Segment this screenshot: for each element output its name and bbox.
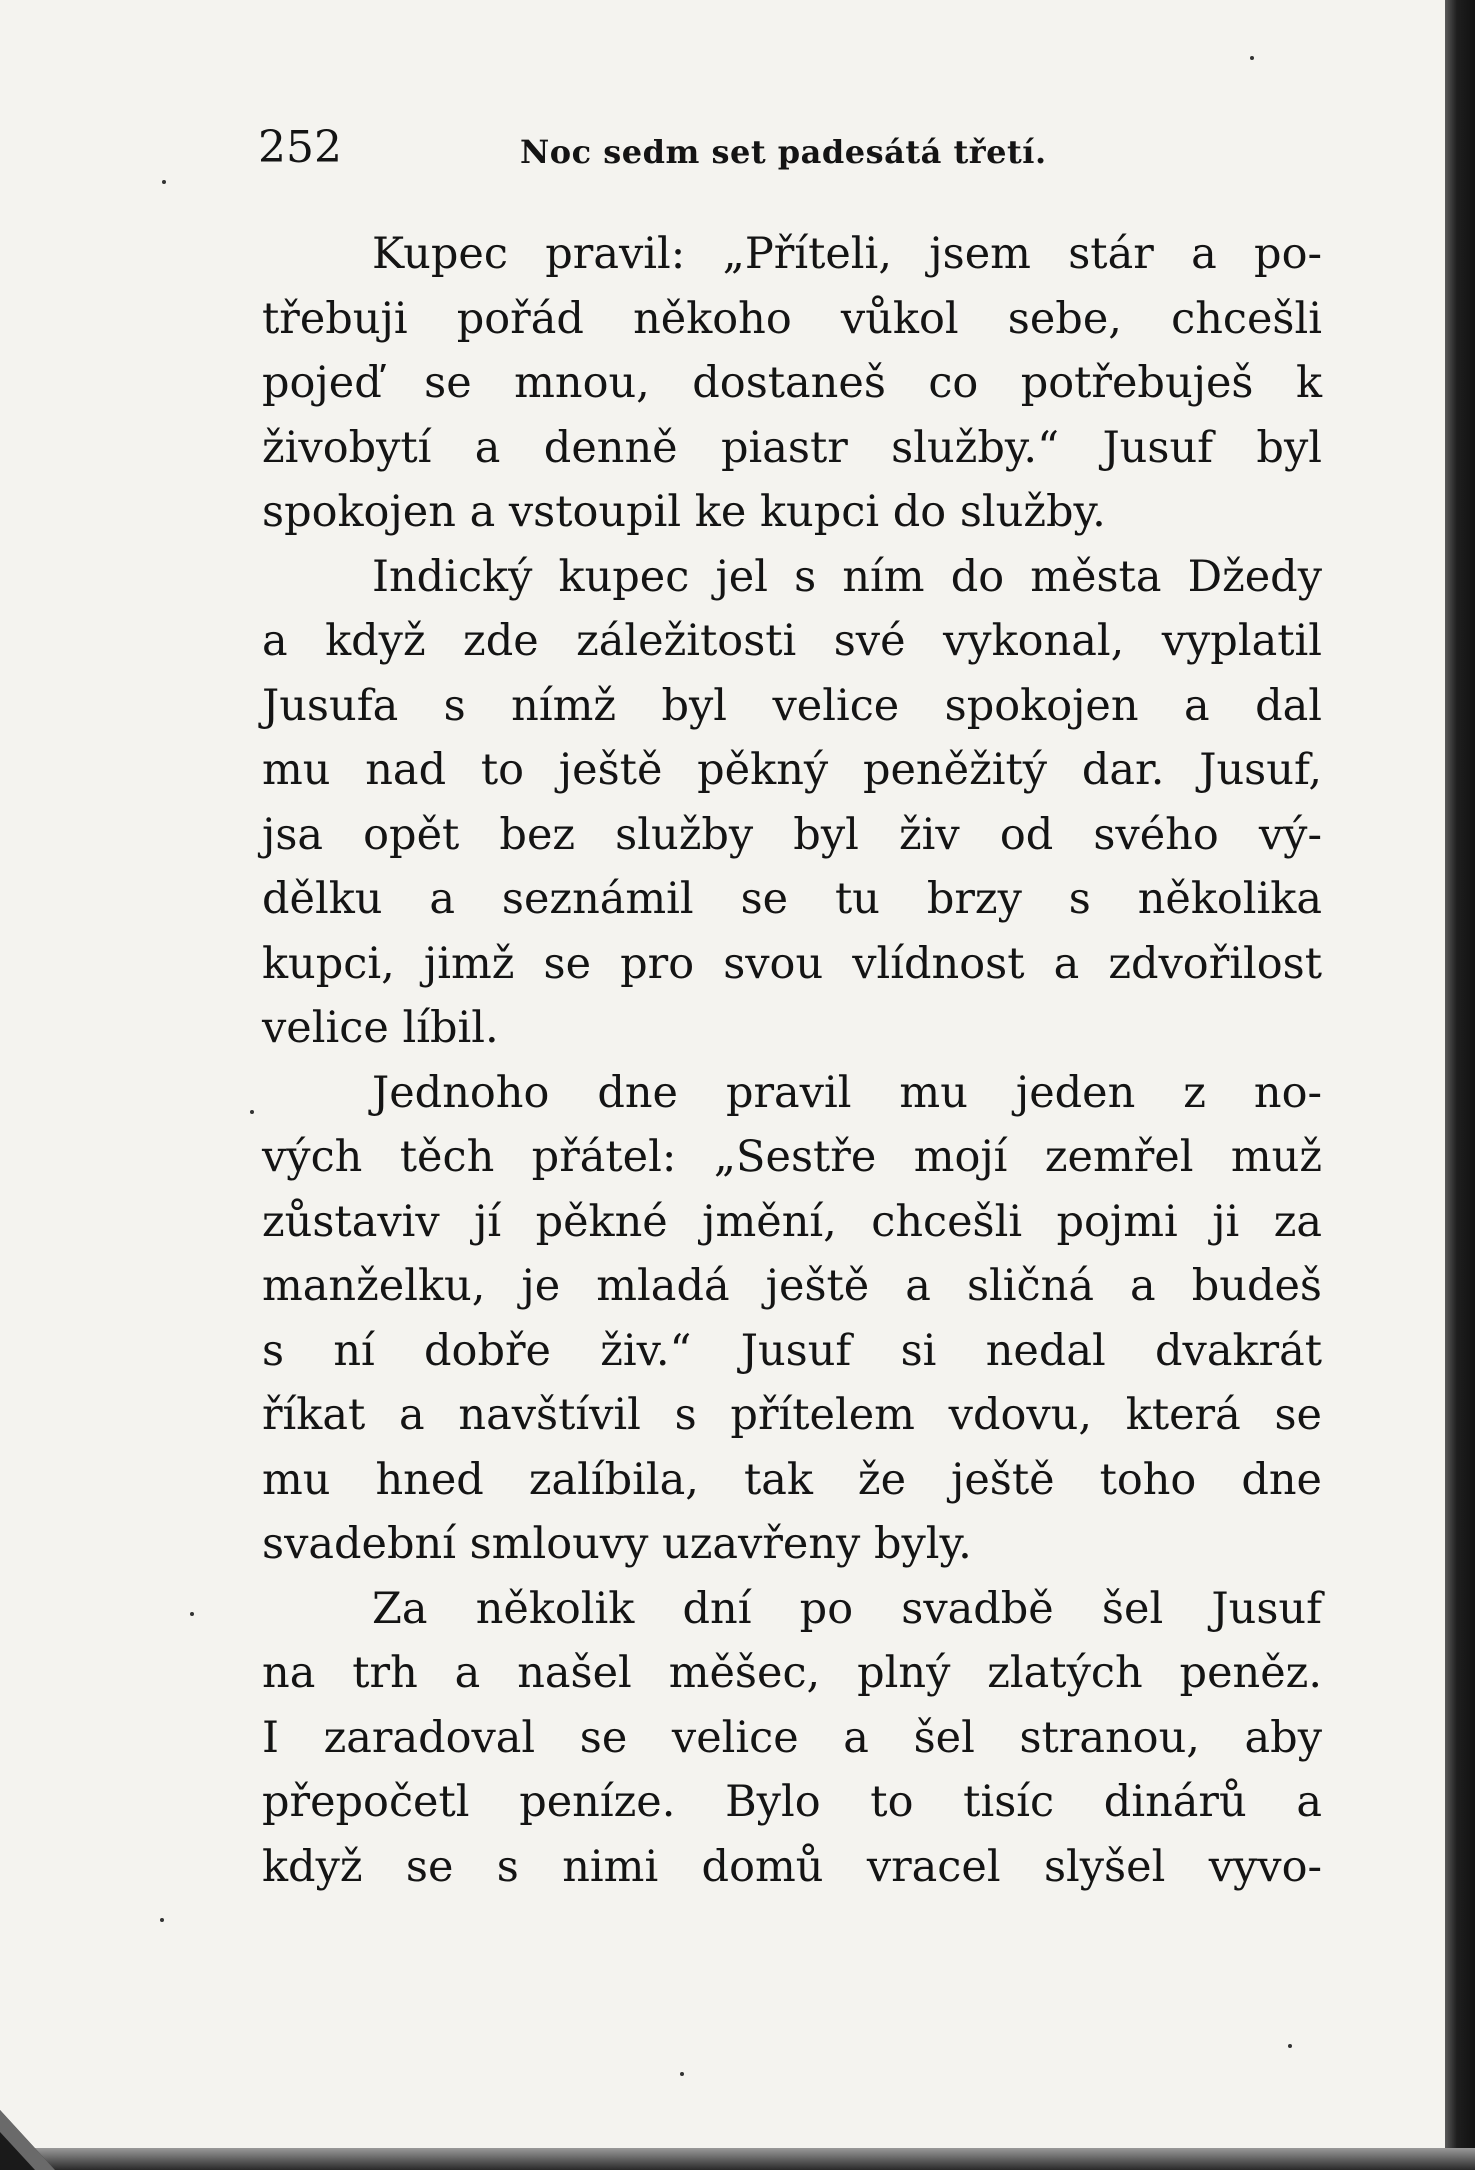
text-line: Kupec pravil: „Příteli, jsem stár a po-	[372, 229, 1322, 279]
dust-speck	[190, 1612, 194, 1616]
paragraph	[262, 1061, 1322, 1577]
scan-edge-right	[1445, 0, 1475, 2170]
text-line: zůstaviv jí pěkné jmění, chcešli pojmi ji za	[262, 1196, 1322, 1247]
text-line: manželku, je mladá ještě a sličná a budeš	[262, 1261, 1322, 1311]
text-line: dělku a seznámil se tu brzy s několika	[262, 874, 1322, 924]
text-line: spokojen a vstoupil ke kupci do služby.	[262, 487, 1106, 537]
text-line: velice líbil.	[262, 1003, 499, 1053]
running-title: Noc sedm set padesátá třetí.	[520, 133, 1047, 171]
text-line: pojeď se mnou, dostaneš co potřebuješ k	[262, 358, 1322, 408]
text-line: mu nad to ještě pěkný peněžitý dar. Jusuf,	[262, 745, 1322, 795]
text-line: Za několik dní po svadbě šel Jusuf	[372, 1583, 1322, 1634]
paragraph	[262, 1577, 1322, 1900]
text-line: Indický kupec jel s ním do města Džedy	[372, 551, 1322, 602]
page-header	[258, 118, 1318, 178]
text-line: s ní dobře živ.“ Jusuf si nedal dvakrát	[262, 1325, 1322, 1376]
dust-speck	[1250, 56, 1254, 60]
scan-edge-bottom	[0, 2148, 1475, 2170]
text-line: svadební smlouvy uzavřeny byly.	[262, 1519, 972, 1569]
text-line: I zaradoval se velice a šel stranou, aby	[262, 1712, 1322, 1763]
paragraph	[262, 222, 1322, 545]
page-number: 252	[258, 122, 342, 173]
dust-speck	[680, 2072, 684, 2076]
dust-speck	[160, 1918, 164, 1922]
text-line: kupci, jimž se pro svou vlídnost a zdvořilost	[262, 938, 1322, 989]
text-line: přepočetl peníze. Bylo to tisíc dinárů a	[262, 1777, 1322, 1827]
text-line: Jusufa s nímž byl velice spokojen a dal	[262, 680, 1322, 731]
text-line: vých těch přátel: „Sestře mojí zemřel muž	[262, 1132, 1322, 1182]
paragraph	[262, 545, 1322, 1061]
body-text	[262, 222, 1322, 1899]
dust-speck	[1288, 2044, 1292, 2048]
text-line: když se s nimi domů vracel slyšel vyvo-	[262, 1841, 1322, 1892]
text-line: na trh a našel měšec, plný zlatých peněz.	[262, 1648, 1322, 1698]
dust-speck	[250, 1110, 254, 1114]
text-line: živobytí a denně piastr služby.“ Jusuf byl	[262, 422, 1322, 473]
text-line: Jednoho dne pravil mu jeden z no-	[372, 1067, 1322, 1118]
text-line: jsa opět bez služby byl živ od svého vý-	[262, 809, 1322, 860]
page-corner-fold	[0, 2100, 70, 2170]
text-line: mu hned zalíbila, tak že ještě toho dne	[262, 1454, 1322, 1505]
dust-speck	[162, 180, 166, 184]
text-line: a když zde záležitosti své vykonal, vyplatil	[262, 616, 1322, 666]
text-line: říkat a navštívil s přítelem vdovu, která se	[262, 1390, 1322, 1440]
text-line: třebuji pořád někoho vůkol sebe, chcešli	[262, 293, 1322, 344]
